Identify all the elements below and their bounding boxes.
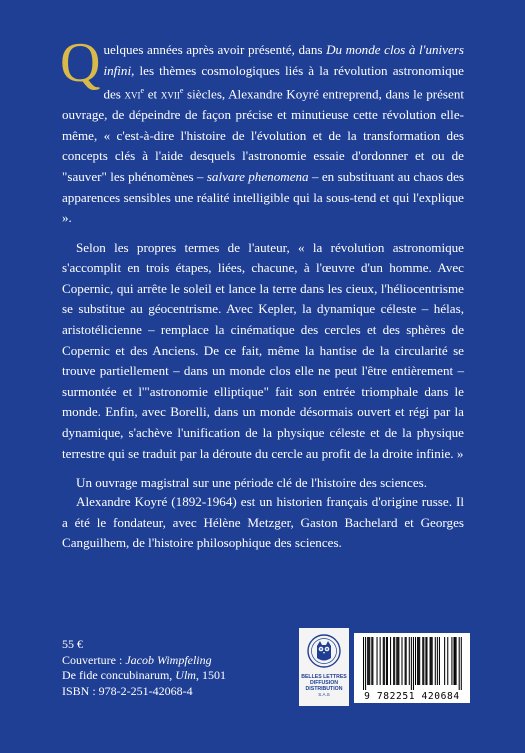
century-xvii-sup: e: [179, 86, 184, 96]
barcode-bar: [369, 637, 370, 685]
barcode-bar: [455, 637, 456, 685]
barcode-bar: [409, 637, 410, 685]
barcode-bar: [430, 637, 431, 685]
closing-paragraph: Un ouvrage magistral sur une période clé de l'histoire des sciences.: [76, 475, 428, 491]
barcode-bar: [461, 637, 462, 690]
barcode-bar: [365, 637, 366, 690]
barcode-bar: [394, 637, 395, 685]
barcode-bar: [386, 637, 387, 685]
barcode-bar: [415, 637, 416, 685]
intro-lead: uelques années après avoir présenté, dans: [103, 42, 327, 57]
book-title: Du monde clos à l'univers infini: [103, 42, 464, 78]
barcode-bar: [422, 637, 423, 685]
source-prefix: De fide concubinarum,: [62, 668, 176, 683]
barcode-bar: [439, 637, 440, 685]
publisher-name: [299, 674, 349, 698]
latin-phrase: salvare phenomena: [206, 168, 309, 184]
barcode-bar: [453, 637, 454, 685]
century-xvii: xvii: [160, 86, 180, 102]
barcode-bar: [432, 637, 433, 685]
barcode-bar: [431, 637, 432, 685]
barcode-bar: [426, 637, 427, 685]
barcode-bar: [368, 637, 369, 685]
cover-source: [62, 668, 302, 684]
barcode-bar: [397, 637, 398, 685]
cover-label: Couverture :: [62, 652, 126, 667]
publisher-logo: [299, 628, 349, 706]
barcode-bar: [456, 637, 457, 685]
barcode-bar: [425, 637, 426, 685]
barcode: [354, 633, 470, 703]
publisher-line1: BELLES LETTRES: [301, 674, 347, 680]
barcode-bar: [384, 637, 385, 685]
barcode-bar: [419, 637, 420, 685]
source-city: Ulm: [175, 668, 196, 683]
cover-credit: [62, 653, 302, 669]
barcode-bar: [406, 637, 407, 685]
barcode-bar: [377, 637, 378, 685]
quote-paragraph: Selon les propres termes de l'auteur, « la révolution astronomique s'accomplit en trois étapes, liées, chacune, à l'œuvre d'un homme. Avec Copernic, qui arrête le soleil et lance la terre dans les cieux, l'héliocentrisme se substitue au géocentrisme. Avec Kepler, la dynamique céleste – hélas, aristotélicienne – remplace la cinématique des cercles et des sphères de Copernic et des Anciens. De ce fait, même la hantise de la circularité se trouve partiellement – dans un monde clos elle ne peut l'être entièrement – surmontée et l'"astronomie elliptique" fait son entrée triomphale dans le monde. Enfin, avec Borelli, dans un monde désormais ouvert et régi par la dynamique, s'achève l'unification de la physique céleste et de la physique terrestre qui se traduit par la déroute du cercle au profit de la droite infinie. »: [62, 239, 464, 461]
barcode-bar: [383, 637, 384, 685]
barcode-bar: [447, 637, 448, 685]
barcode-bar: [387, 637, 388, 685]
barcode-bar: [405, 637, 406, 685]
price: 55 €: [62, 637, 83, 651]
intro-part4: siècles, Alexandre Koyré entreprend, dans le présent ouvrage, de dépeindre de façon précise et minutieuse cette révolution elle-même, « c'est-à-dire l'histoire de l'évolution et de la transformation des concepts clés à l'aide desquels l'astronomie essaie d'ordonner et ou de "sauver" les phénomènes –: [62, 86, 465, 184]
barcode-bar: [372, 637, 373, 685]
century-xvi-sup: e: [140, 86, 145, 96]
cover-artist: Jacob Wimpfeling: [125, 652, 212, 667]
barcode-bars: [354, 633, 470, 690]
intro-paragraph: [60, 32, 465, 229]
barcode-bar: [371, 637, 372, 685]
barcode-bar: [396, 637, 397, 685]
barcode-bar: [398, 637, 399, 685]
owl-icon: [307, 632, 341, 672]
barcode-bar: [401, 637, 402, 685]
barcode-bar: [380, 637, 381, 685]
barcode-bar: [393, 637, 394, 685]
barcode-bar: [418, 637, 419, 685]
barcode-bar: [413, 637, 414, 690]
barcode-bar: [444, 637, 445, 685]
credits: [62, 637, 302, 699]
barcode-bar: [367, 637, 368, 685]
barcode-bar: [363, 637, 364, 690]
blurb: [60, 32, 465, 494]
author-bio: Alexandre Koyré (1892-1964) est un historien français d'origine russe. Il a été le fondateur, avec Hélène Metzger, Gaston Bachelard et Georges Canguilhem, de l'histoire philosophique des sciences.: [62, 494, 464, 551]
barcode-bar: [423, 637, 424, 685]
barcode-bar: [459, 637, 460, 690]
intro-part2: , les thèmes cosmologiques liés à la révolution astronomique des: [103, 62, 464, 102]
barcode-bar: [435, 637, 436, 685]
barcode-bar: [451, 637, 452, 685]
publisher-line3: DISTRIBUTION: [305, 686, 343, 692]
intro-part5: – en substituant au chaos des apparences sensibles une réalité intelligible qui la sous-tend et qui l'explique ».: [62, 168, 464, 226]
barcode-bar: [437, 637, 438, 685]
barcode-bar: [411, 637, 412, 690]
isbn: ISBN : 978-2-251-42068-4: [62, 683, 193, 698]
publisher-line4: S.A.S: [318, 692, 330, 697]
publisher-line2: DIFFUSION: [310, 680, 338, 686]
source-suffix: , 1501: [195, 668, 226, 683]
intro-part3: et: [144, 86, 161, 102]
century-xvi: xvi: [124, 86, 141, 102]
barcode-bar: [417, 637, 418, 685]
barcode-digits: 9 782251 420684: [364, 691, 460, 702]
barcode-bar: [390, 637, 391, 685]
drop-cap: Q: [60, 32, 101, 94]
